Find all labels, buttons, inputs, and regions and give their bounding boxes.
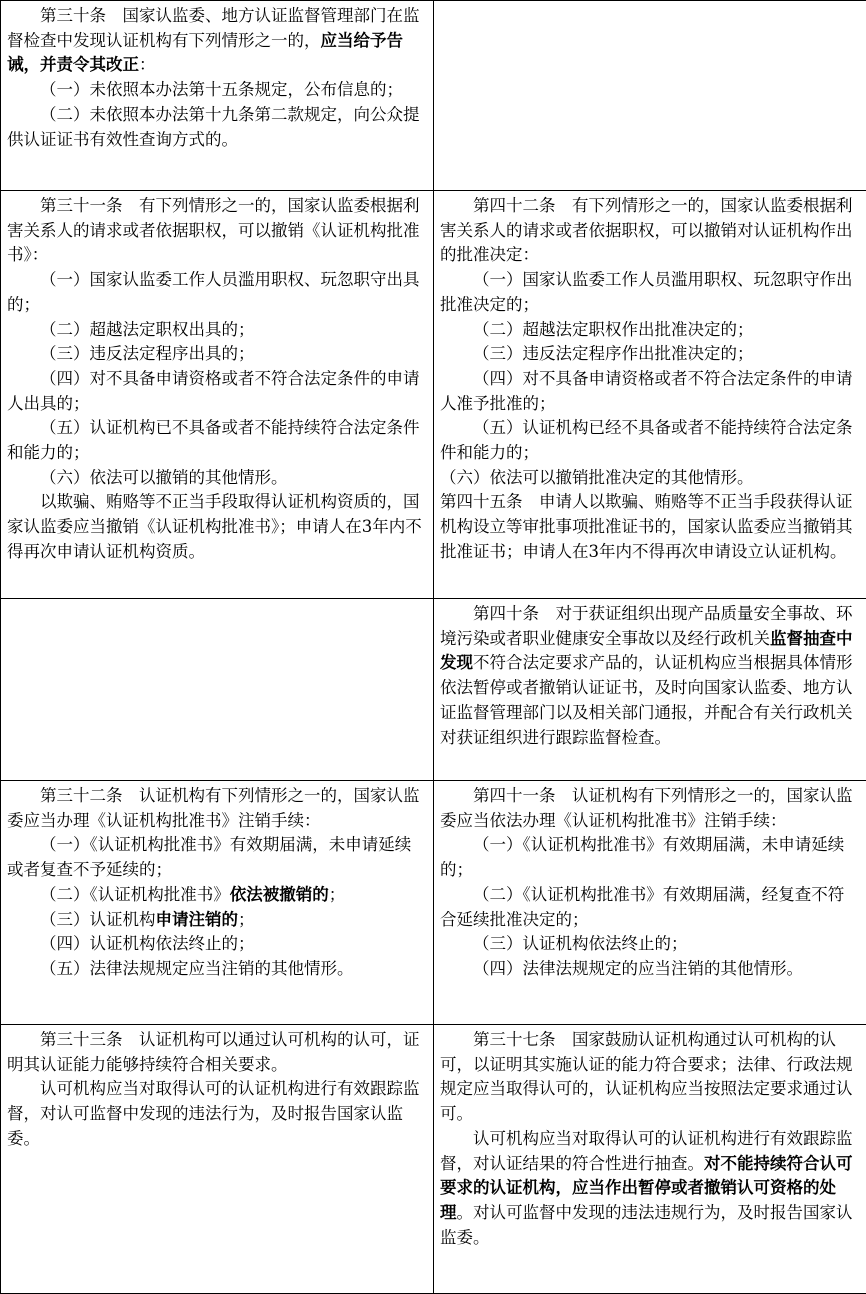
bold-text: 申请注销的 <box>156 910 239 929</box>
new-provision-cell <box>434 1 866 191</box>
paragraph <box>7 1028 427 1077</box>
paragraph <box>7 957 427 982</box>
text-run: （三）违反法定程序出具的； <box>40 344 255 363</box>
paragraph <box>7 318 427 343</box>
paragraph <box>7 784 427 833</box>
paragraph <box>440 1127 860 1251</box>
text-run: ； <box>329 885 346 904</box>
paragraph <box>440 367 860 416</box>
new-provision-cell <box>434 191 866 599</box>
text-run: （四）对不具备申请资格或者不符合法定条件的申请人出具的； <box>7 369 420 413</box>
text-run: （三）认证机构 <box>40 910 156 929</box>
text-run: ： <box>139 55 156 74</box>
text-run: 第四十条 对于获证组织出现产品质量安全事故、环境污染或者职业健康安全事故以及经行政机关 <box>440 604 853 648</box>
paragraph <box>7 416 427 465</box>
paragraph <box>440 784 860 833</box>
text-run: （四）认证机构依法终止的； <box>40 934 255 953</box>
text-run: 第四十一条 认证机构有下列情形之一的，国家认监委应当依法办理《认证机构批准书》注销手续： <box>440 786 853 830</box>
table-row <box>1 599 866 781</box>
new-provision-cell <box>434 781 866 1025</box>
text-run: 第三十二条 认证机构有下列情形之一的，国家认监委应当办理《认证机构批准书》注销手续： <box>7 786 420 830</box>
paragraph <box>7 1077 427 1151</box>
text-run: （三）认证机构依法终止的； <box>473 934 688 953</box>
paragraph <box>7 490 427 564</box>
old-provision-cell <box>1 1025 434 1294</box>
bold-text: 对不能持续符合认可要求的认证机构，应当作出暂停或者撤销认可资格的处理 <box>440 1154 853 1222</box>
text-run: （一）国家认监委工作人员滥用职权、玩忽职守作出批准决定的； <box>440 270 853 314</box>
paragraph <box>440 932 860 957</box>
paragraph <box>440 466 860 491</box>
paragraph <box>440 416 860 465</box>
text-run: （一）未依照本办法第十五条规定，公布信息的； <box>40 80 403 99</box>
paragraph <box>440 490 860 564</box>
paragraph <box>7 883 427 908</box>
text-run: （二）未依照本办法第十九条第二款规定，向公众提供认证证书有效性查询方式的。 <box>7 105 420 149</box>
paragraph <box>440 268 860 317</box>
paragraph <box>7 342 427 367</box>
paragraph <box>440 318 860 343</box>
paragraph <box>7 268 427 317</box>
table-row <box>1 1025 866 1294</box>
text-run: ； <box>238 910 255 929</box>
paragraph <box>7 833 427 882</box>
paragraph <box>7 466 427 491</box>
paragraph <box>7 932 427 957</box>
text-run: （二）《认证机构批准书》有效期届满，经复查不符合延续批准决定的； <box>440 885 844 929</box>
paragraph <box>440 342 860 367</box>
text-run: （六）依法可以撤销的其他情形。 <box>40 468 288 487</box>
text-run: （六）依法可以撤销批准决定的其他情形。 <box>440 468 754 487</box>
text-run: （五）认证机构已不具备或者不能持续符合法定条件和能力的； <box>7 418 420 462</box>
text-run: 不符合法定要求产品的，认证机构应当根据具体情形依法暂停或者撤销认证证书，及时向国家认监委、地方认证监督管理部门以及相关部门通报，并配合有关行政机关对获证组织进行跟踪监督检查。 <box>440 653 853 746</box>
paragraph <box>440 194 860 268</box>
old-provision-cell <box>1 191 434 599</box>
paragraph <box>7 194 427 268</box>
bold-text: 应当给予告诫，并责令其改正 <box>7 31 403 75</box>
text-run: 第三十条 国家认监委、地方认证监督管理部门在监督检查中发现认证机构有下列情形之一的， <box>7 6 420 50</box>
old-provision-cell <box>1 599 434 781</box>
text-run: 第三十三条 认证机构可以通过认可机构的认可，证明其认证能力能够持续符合相关要求。 <box>7 1030 420 1074</box>
paragraph <box>440 957 860 982</box>
text-run: 第三十七条 国家鼓励认证机构通过认可机构的认可，以证明其实施认证的能力符合要求；法律、行政法规规定应当取得认可的，认证机构应当按照法定要求通过认可。 <box>440 1030 853 1123</box>
text-run: （四）对不具备申请资格或者不符合法定条件的申请人准予批准的； <box>440 369 853 413</box>
old-provision-cell <box>1 1 434 191</box>
paragraph <box>440 602 860 750</box>
paragraph <box>440 1028 860 1127</box>
text-run: （二）《认证机构批准书》 <box>40 885 230 904</box>
text-run: （一）《认证机构批准书》有效期届满，未申请延续的； <box>440 835 844 879</box>
paragraph <box>7 4 427 78</box>
text-run: 第三十一条 有下列情形之一的，国家认监委根据利害关系人的请求或者依据职权，可以撤销《认证机构批准书》： <box>7 196 420 264</box>
table-row <box>1 191 866 599</box>
paragraph <box>440 833 860 882</box>
text-run: （一）国家认监委工作人员滥用职权、玩忽职守出具的； <box>7 270 420 314</box>
paragraph <box>440 883 860 932</box>
text-run: 第四十二条 有下列情形之一的，国家认监委根据利害关系人的请求或者依据职权，可以撤销对认证机构作出的批准决定： <box>440 196 853 264</box>
text-run: 以欺骗、贿赂等不正当手段取得认证机构资质的，国家认监委应当撤销《认证机构批准书》；申请人在3年内不得再次申请认证机构资质。 <box>7 492 422 560</box>
text-run: （五）法律法规规定应当注销的其他情形。 <box>40 959 354 978</box>
text-run: （五）认证机构已经不具备或者不能持续符合法定条件和能力的； <box>440 418 853 462</box>
paragraph <box>7 908 427 933</box>
old-provision-cell <box>1 781 434 1025</box>
bold-text: 依法被撤销的 <box>230 885 329 904</box>
text-run: （二）超越法定职权作出批准决定的； <box>473 320 754 339</box>
text-run: （四）法律法规规定的应当注销的其他情形。 <box>473 959 803 978</box>
paragraph <box>7 103 427 152</box>
text-run: （一）《认证机构批准书》有效期届满，未申请延续或者复查不予延续的； <box>7 835 411 879</box>
paragraph <box>7 367 427 416</box>
paragraph <box>7 78 427 103</box>
table-row <box>1 1 866 191</box>
text-run: 第四十五条 申请人以欺骗、贿赂等不正当手段获得认证机构设立等审批事项批准证书的，国家认监委应当撤销其批准证书；申请人在3年内不得再次申请设立认证机构。 <box>440 492 853 560</box>
text-run: 认可机构应当对取得认可的认证机构进行有效跟踪监督，对认证结果的符合性进行抽查。 <box>440 1129 853 1173</box>
bold-text: 监督抽查中发现 <box>440 629 853 673</box>
new-provision-cell <box>434 1025 866 1294</box>
text-run: （二）超越法定职权出具的； <box>40 320 255 339</box>
table-row <box>1 781 866 1025</box>
text-run: 认可机构应当对取得认可的认证机构进行有效跟踪监督，对认可监督中发现的违法行为，及时报告国家认监委。 <box>7 1079 420 1147</box>
new-provision-cell <box>434 599 866 781</box>
text-run: 。对认可监督中发现的违法违规行为，及时报告国家认监委。 <box>440 1203 853 1247</box>
text-run: （三）违反法定程序作出批准决定的； <box>473 344 754 363</box>
